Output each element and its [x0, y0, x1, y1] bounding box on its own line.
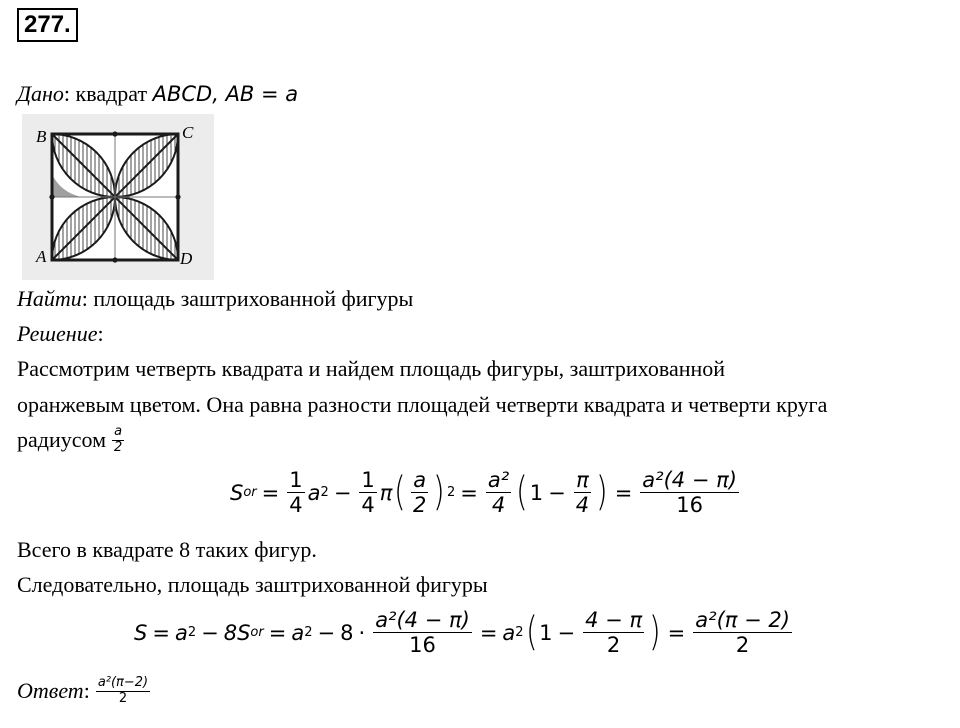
- f2-a-2: a: [291, 620, 305, 645]
- label-c: C: [182, 123, 194, 142]
- line-therefore: Следовательно, площадь заштрихованной фигуры: [17, 572, 488, 597]
- f1-frac4: $\frac{\text{a²}}{4}$: [487, 468, 510, 518]
- f2-a-3: a: [502, 620, 516, 645]
- given-text: квадрат: [75, 81, 148, 106]
- f2-8s: 8S: [223, 620, 251, 645]
- given-math: ABCD, AB = a: [152, 82, 299, 106]
- radius-num: a: [114, 424, 123, 439]
- problem-number: 277.: [17, 8, 78, 42]
- f1-pi: π: [379, 480, 393, 505]
- radius-fraction: [112, 425, 124, 456]
- label-d: D: [180, 249, 193, 268]
- f2-eight: 8: [340, 620, 354, 645]
- f1-one: 1: [529, 480, 544, 505]
- answer-fraction: [96, 676, 150, 707]
- find-line: Найти: площадь заштрихованной фигуры: [17, 286, 414, 311]
- f1-lhs-sub: or: [243, 485, 257, 501]
- f1-lhs: S: [230, 480, 244, 505]
- f1-frac3: $\frac{a}{2}$: [413, 468, 427, 518]
- f1-frac2: $\frac{1}{4}$: [361, 468, 375, 518]
- find-text: площадь заштрихованной фигуры: [93, 286, 414, 311]
- f2-frac1: $\frac{\text{a²(4 − π)}}{16}$: [375, 608, 470, 658]
- answer-line: Ответ : $\frac{\text{a²(π−2)}}{2}$: [17, 675, 149, 706]
- given-label: Дано: [17, 81, 64, 106]
- given-line: Дано: квадрат ABCD, AB = a: [17, 81, 299, 106]
- answer-den: 2: [118, 690, 128, 706]
- f2-one: 1: [539, 620, 553, 645]
- f1-frac1: $\frac{1}{4}$: [289, 468, 303, 518]
- solution-label: Решение: [17, 321, 98, 346]
- f2-a: a: [174, 620, 188, 645]
- para1-line1: Рассмотрим четверть квадрата и найдем площадь фигуры, заштрихованной: [17, 356, 726, 381]
- f2-lhs: S: [134, 620, 148, 645]
- find-label: Найти: [17, 286, 82, 311]
- para1-line3: [17, 425, 127, 456]
- answer-num: a²(π−2): [97, 675, 149, 690]
- f2-sub: or: [250, 625, 264, 641]
- f1-frac5: $\frac{\pi}{4}$: [575, 468, 590, 518]
- label-b: B: [36, 127, 47, 146]
- formula-s-or: S or = $\frac{1}{4}$ a 2 − $\frac{1}{4}$ π ( $\frac{a}{2}$ ) 2 = $\frac{\text{a²}}{4}$ ( 1 − $\frac{\pi}{4}$ ) = $\frac{\text{a²(4 − π)}}{16}$: [230, 468, 737, 518]
- f1-exp2: 2: [446, 485, 456, 501]
- label-a: A: [36, 247, 47, 266]
- f2-frac2: $\frac{4 - \pi}{2}$: [585, 608, 643, 658]
- radius-text: радиусом: [17, 427, 106, 453]
- solution-heading: Решение:: [17, 321, 104, 346]
- f2-frac3: $\frac{\text{a²(π − 2)}}{2}$: [695, 608, 790, 658]
- formula-s-total: S = a 2 − 8S or = a 2 − 8 · $\frac{\text{a²(4 − π)}}{16}$ = a 2 ( 1 − $\frac{4 - \pi}{2}$ ) = $\frac{\text{a²(π − 2)}}{2}$: [134, 608, 790, 658]
- f1-a: a: [307, 480, 321, 505]
- line-eight: Всего в квадрате 8 таких фигур.: [17, 537, 317, 562]
- radius-den: 2: [114, 439, 123, 455]
- answer-label: Ответ: [17, 678, 84, 704]
- square-flower-figure: [22, 114, 214, 280]
- para1-line2: оранжевым цветом. Она равна разности площадей четверти квадрата и четверти круга: [17, 392, 828, 417]
- f1-frac6: $\frac{\text{a²(4 − π)}}{16}$: [642, 468, 737, 518]
- f1-exp: 2: [320, 485, 329, 501]
